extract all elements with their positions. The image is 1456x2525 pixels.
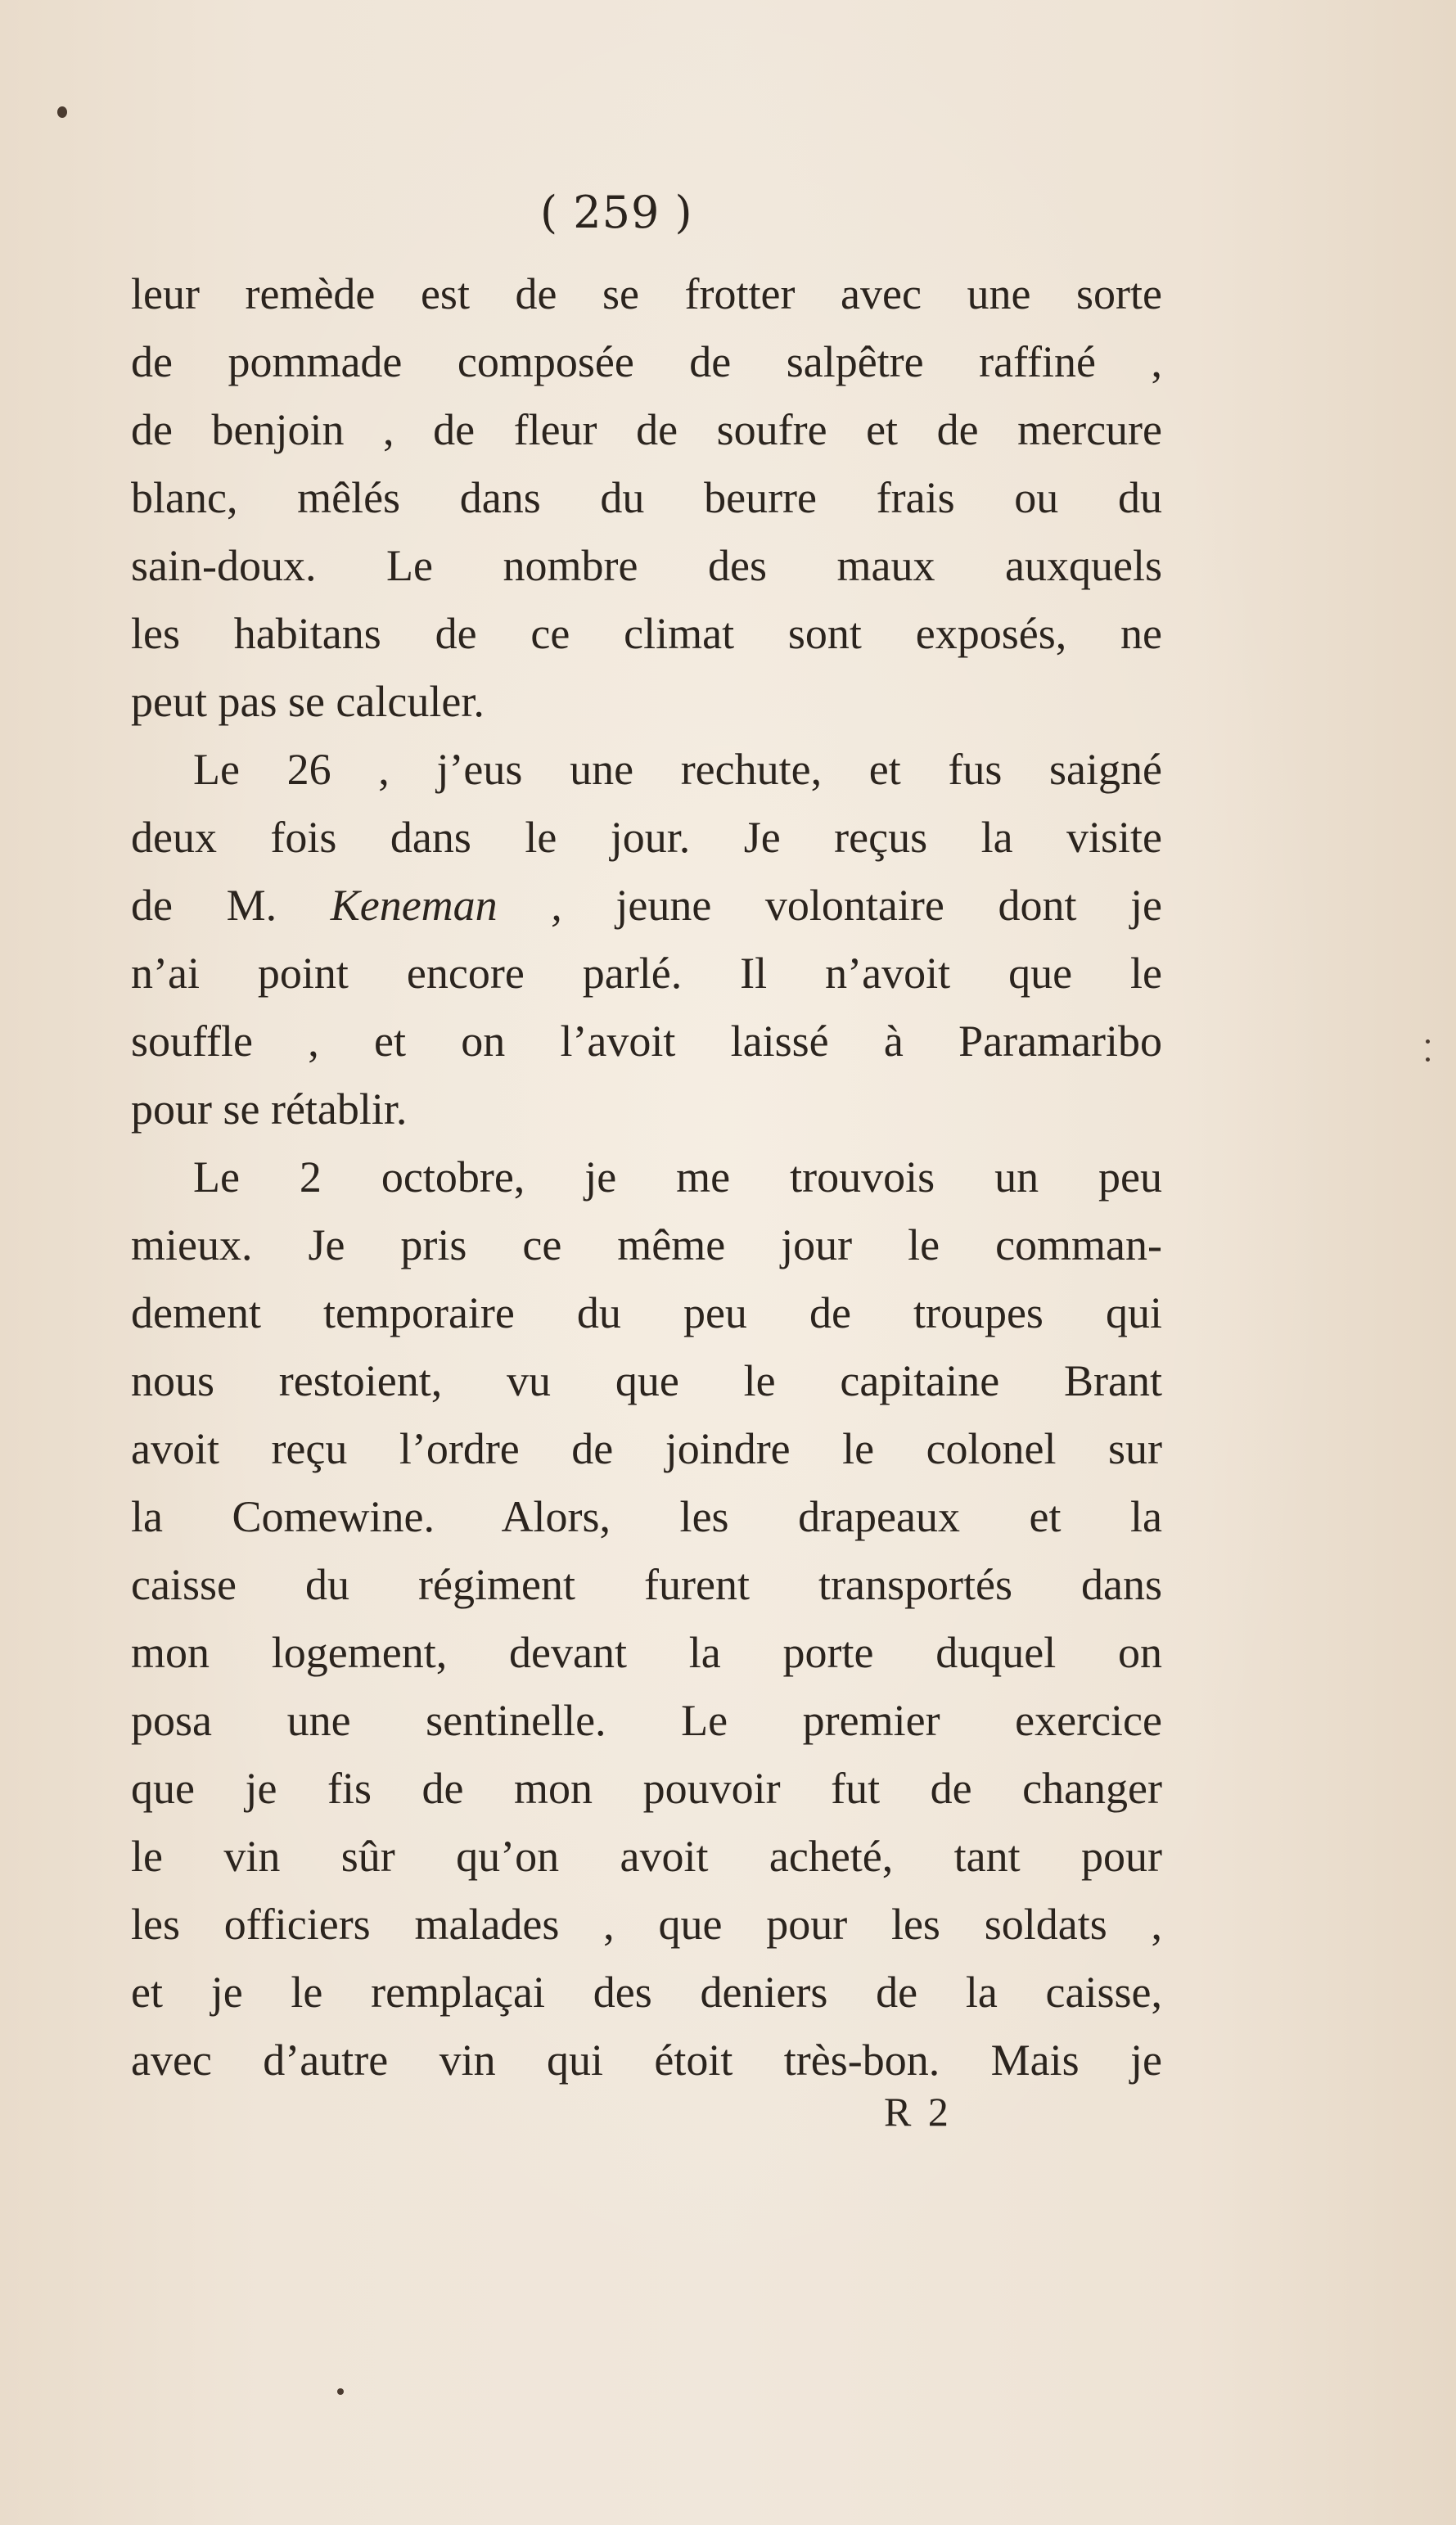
text-line: mon logement, devant la porte duquel on bbox=[131, 1628, 1162, 1677]
text-line: nous restoient, vu que le capitaine Brant bbox=[131, 1356, 1162, 1405]
text-line: et je le remplaçai des deniers de la caisse, bbox=[131, 1968, 1162, 2017]
text-line: blanc, mêlés dans du beurre frais ou du bbox=[131, 473, 1162, 522]
body-text bbox=[131, 260, 1162, 2094]
text-fragment: jeune volontaire dont je bbox=[561, 881, 1163, 930]
ink-speck bbox=[1426, 1057, 1430, 1062]
text-line: peut pas se calculer. bbox=[131, 677, 485, 726]
page-number: ( 259 ) bbox=[540, 187, 693, 238]
text-line: mieux. Je pris ce même jour le comman- bbox=[131, 1220, 1162, 1269]
text-line: de benjoin , de fleur de soufre et de mercure bbox=[131, 405, 1162, 454]
text-line: leur remède est de se frotter avec une sorte bbox=[131, 269, 1162, 318]
ink-speck bbox=[337, 2388, 344, 2395]
text-line: les habitans de ce climat sont exposés, ne bbox=[131, 609, 1162, 658]
text-line: sain-doux. Le nombre des maux auxquels bbox=[131, 541, 1162, 590]
text-line: n’ai point encore parlé. Il n’avoit que le bbox=[131, 949, 1162, 998]
text-line: avec d’autre vin qui étoit très-bon. Mais je bbox=[131, 2036, 1162, 2085]
text-line: souffle , et on l’avoit laissé à Paramaribo bbox=[131, 1017, 1162, 1066]
text-line: Le 2 octobre, je me trouvois un peu bbox=[193, 1152, 1162, 1202]
ink-speck bbox=[1426, 1039, 1430, 1044]
paragraph-1 bbox=[131, 260, 1162, 736]
text-line: deux fois dans le jour. Je reçus la visite bbox=[131, 813, 1162, 862]
text-line: le vin sûr qu’on avoit acheté, tant pour bbox=[131, 1832, 1162, 1881]
text-line: que je fis de mon pouvoir fut de changer bbox=[131, 1764, 1162, 1813]
text-line: dement temporaire du peu de troupes qui bbox=[131, 1288, 1162, 1337]
text-line bbox=[131, 872, 1162, 940]
person-name: Keneman , bbox=[330, 881, 562, 930]
signature-mark: R 2 bbox=[884, 2089, 952, 2135]
text-fragment: de M. bbox=[131, 881, 331, 930]
text-line: les officiers malades , que pour les soldats , bbox=[131, 1900, 1162, 1949]
text-line: de pommade composée de salpêtre raffiné , bbox=[131, 337, 1162, 386]
text-line: pour se rétablir. bbox=[131, 1084, 408, 1134]
text-line: posa une sentinelle. Le premier exercice bbox=[131, 1696, 1162, 1745]
text-line: Le 26 , j’eus une rechute, et fus saigné bbox=[193, 745, 1162, 794]
text-line: avoit reçu l’ordre de joindre le colonel sur bbox=[131, 1424, 1162, 1473]
paragraph-3 bbox=[131, 1143, 1162, 2094]
text-line: caisse du régiment furent transportés dans bbox=[131, 1560, 1162, 1609]
text-line: la Comewine. Alors, les drapeaux et la bbox=[131, 1492, 1162, 1541]
paragraph-2 bbox=[131, 736, 1162, 1143]
ink-speck bbox=[57, 106, 67, 118]
